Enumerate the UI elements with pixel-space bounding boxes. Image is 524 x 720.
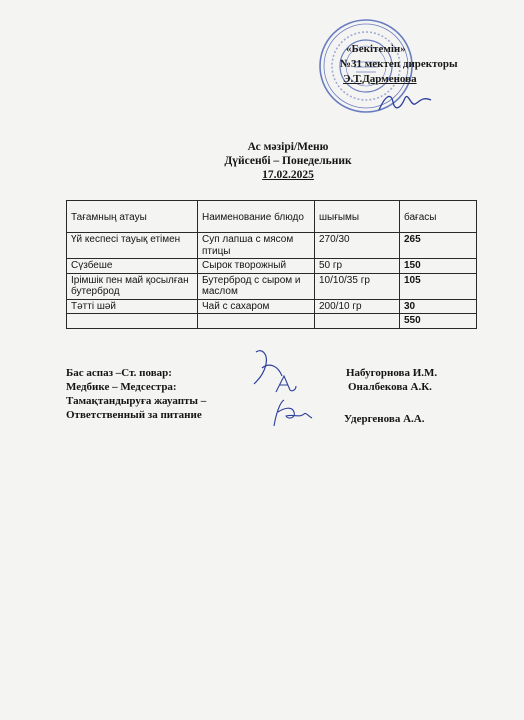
menu-day: Дүйсенбі – Понедельник [224, 155, 352, 167]
table-row [67, 259, 477, 274]
approval-director-name: Э.Т.Дарменова [343, 73, 417, 85]
table-row [67, 233, 477, 259]
responsible-role-ru: Ответственный за питание [66, 409, 202, 421]
cook-role: Бас аспаз –Ст. повар: [66, 367, 172, 379]
approval-title: «Бекітемін» [346, 43, 406, 55]
menu-date: 17.02.2025 [262, 169, 314, 181]
dish-yield: 200/10 гр [315, 299, 400, 314]
staff-names [344, 366, 437, 426]
staff-roles [66, 366, 206, 422]
dish-ru: Сырок творожный [198, 259, 315, 274]
total-price: 550 [400, 314, 477, 329]
dish-price: 30 [400, 299, 477, 314]
dish-ru: Бутерброд с сыром и маслом [198, 273, 315, 299]
table-header-row [67, 201, 477, 233]
menu-table [66, 200, 477, 329]
cook-name: Набугорнова И.М. [346, 367, 438, 379]
responsible-signature [268, 396, 314, 430]
table-row [67, 273, 477, 299]
dish-ru: Суп лапша с мясом птицы [198, 233, 315, 259]
dish-price: 105 [400, 273, 477, 299]
dish-kz: Үй кеспесі тауық етімен [67, 233, 198, 259]
nurse-signature [272, 372, 298, 396]
approval-block [340, 42, 458, 87]
dish-kz: Тәтті шәй [67, 299, 198, 314]
header-kz-name: Тағамның атауы [67, 201, 198, 233]
dish-kz: Ірімшік пен май қосылған бутерброд [67, 273, 198, 299]
dish-kz: Сүзбеше [67, 259, 198, 274]
menu-heading [0, 140, 524, 182]
header-price: бағасы [400, 201, 477, 233]
approval-position: №31 мектеп директоры [340, 58, 458, 70]
header-yield: шығымы [315, 201, 400, 233]
dish-yield: 10/10/35 гр [315, 273, 400, 299]
director-signature [375, 88, 435, 118]
nurse-role: Медбике – Медсестра: [66, 381, 177, 393]
dish-ru: Чай с сахаром [198, 299, 315, 314]
bleed-through-text [454, 7, 524, 100]
header-ru-name: Наименование блюдо [198, 201, 315, 233]
dish-yield: 270/30 [315, 233, 400, 259]
table-row [67, 299, 477, 314]
nurse-name: Оналбекова А.К. [348, 381, 432, 393]
responsible-name: Удергенова А.А. [344, 413, 425, 425]
table-total-row [67, 314, 477, 329]
responsible-role-kz: Тамақтандыруға жауапты – [66, 395, 207, 407]
dish-yield: 50 гр [315, 259, 400, 274]
menu-title: Ас мәзірі/Меню [247, 141, 329, 153]
dish-price: 150 [400, 259, 477, 274]
dish-price: 265 [400, 233, 477, 259]
